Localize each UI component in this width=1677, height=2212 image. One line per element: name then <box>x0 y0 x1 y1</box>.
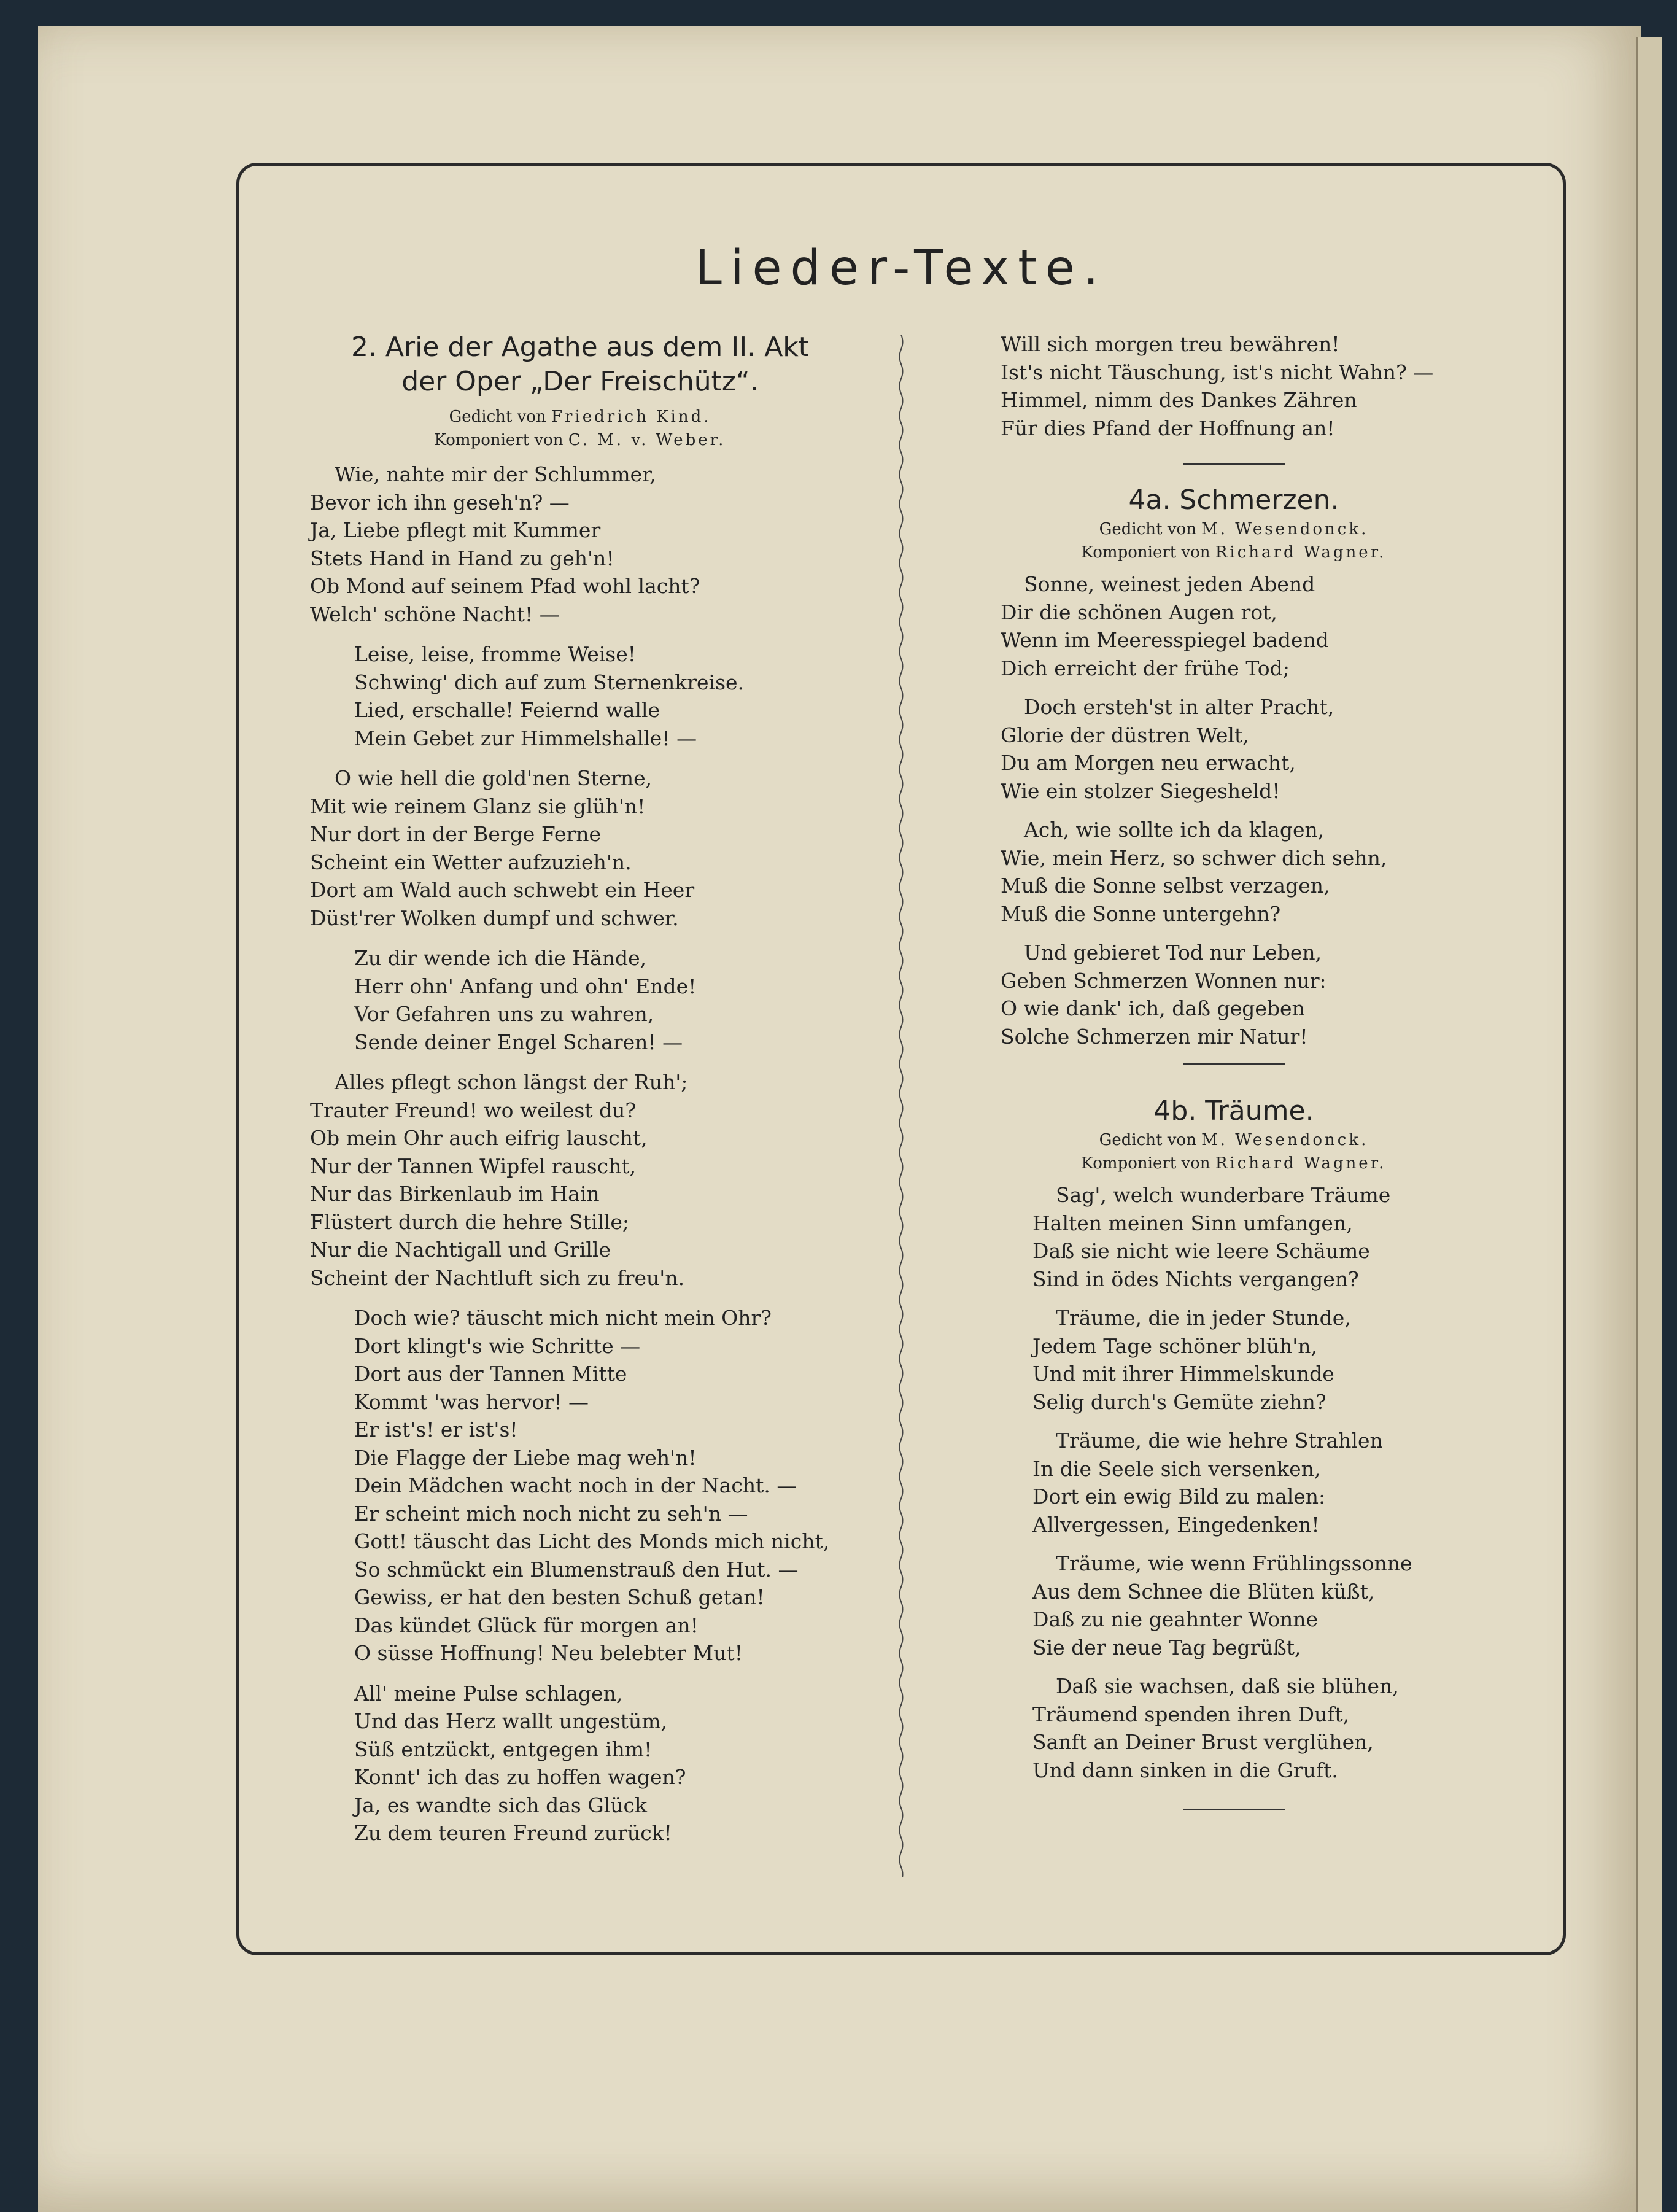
song-2-heading-line2: der Oper „Der Freischütz“. <box>401 366 759 397</box>
song-4b-poet-credit <box>1001 1128 1467 1152</box>
lyric-line: Wie, nahte mir der Schlummer, <box>335 462 656 486</box>
lyric-line: Zu dir wende ich die Hände, <box>354 946 647 970</box>
lyric-line: Aus dem Schnee die Blüten küßt, <box>1032 1579 1375 1604</box>
poet-name: M. Wesendonck. <box>1201 520 1369 538</box>
poet-label: Gedicht von <box>449 408 546 426</box>
lyric-line: Und dann sinken in die Gruft. <box>1032 1758 1338 1782</box>
stanza <box>310 460 850 628</box>
lyric-line: Ja, Liebe pflegt mit Kummer <box>310 518 601 542</box>
lyric-line: Träume, die wie hehre Strahlen <box>1056 1429 1383 1453</box>
song-2-lyrics <box>310 460 850 1847</box>
lyric-line: Dich erreicht der frühe Tod; <box>1001 656 1290 680</box>
lyric-line: Nur dort in der Berge Ferne <box>310 822 602 846</box>
song-4b-lyrics <box>1001 1181 1467 1784</box>
lyric-line: O wie hell die gold'nen Sterne, <box>335 766 653 790</box>
lyric-line: Dort am Wald auch schwebt ein Heer <box>310 878 695 902</box>
stanza <box>310 1068 850 1292</box>
lyric-line: Daß sie nicht wie leere Schäume <box>1032 1239 1370 1263</box>
lyric-line: Träume, die in jeder Stunde, <box>1056 1306 1351 1330</box>
lyric-line: Mein Gebet zur Himmelshalle! — <box>354 726 697 750</box>
lyric-line: Scheint ein Wetter aufzuzieh'n. <box>310 850 632 874</box>
lyric-line: Sie der neue Tag begrüßt, <box>1032 1635 1301 1659</box>
lyric-line: Schwing' dich auf zum Sternenkreise. <box>354 670 745 694</box>
poet-label: Gedicht von <box>1099 1131 1196 1149</box>
stanza <box>1032 1427 1467 1539</box>
poet-name: M. Wesendonck. <box>1201 1131 1369 1149</box>
song-4a-heading: 4a. Schmerzen. <box>1128 484 1339 516</box>
lyric-line: Kommt 'was hervor! — <box>354 1389 589 1414</box>
lyric-line: Flüstert durch die hehre Stille; <box>310 1209 630 1234</box>
lyric-line: Zu dem teuren Freund zurück! <box>354 1821 672 1845</box>
lyric-line: Wie, mein Herz, so schwer dich sehn, <box>1001 845 1387 870</box>
lyric-line: Stets Hand in Hand zu geh'n! <box>310 546 614 570</box>
lyric-line: Konnt' ich das zu hoffen wagen? <box>354 1765 686 1789</box>
lyric-line: Himmel, nimm des Dankes Zähren <box>1001 388 1357 412</box>
lyric-line: O süsse Hoffnung! Neu belebter Mut! <box>354 1641 743 1665</box>
lyric-line: Sanft an Deiner Brust verglühen, <box>1032 1730 1374 1754</box>
lyric-line: Ja, es wandte sich das Glück <box>354 1793 648 1817</box>
song-2-heading <box>310 330 850 399</box>
lyric-line: Nur das Birkenlaub im Hain <box>310 1182 600 1206</box>
lyric-line: Sind in ödes Nichts vergangen? <box>1032 1267 1359 1291</box>
lyric-line: Er scheint mich noch nicht zu seh'n — <box>354 1501 748 1526</box>
lyric-line: Mit wie reinem Glanz sie glüh'n! <box>310 794 646 818</box>
lyric-line: Du am Morgen neu erwacht, <box>1001 751 1296 775</box>
lyric-line: Dein Mädchen wacht noch in der Nacht. — <box>354 1473 797 1497</box>
stanza <box>310 944 850 1056</box>
section-rule <box>1183 1809 1285 1810</box>
lyric-line: Und gebieret Tod nur Leben, <box>1024 941 1322 964</box>
page-edge <box>1636 37 1662 2212</box>
lyric-line: Nur die Nachtigall und Grille <box>310 1238 611 1262</box>
song-4a-composer-credit <box>1001 541 1467 564</box>
lyric-line: Allvergessen, Eingedenken! <box>1032 1512 1320 1537</box>
stanza <box>1001 693 1467 805</box>
lyric-line: Trauter Freund! wo weilest du? <box>310 1098 637 1122</box>
lyric-line: Träume, wie wenn Frühlingssonne <box>1056 1551 1412 1575</box>
lyric-line: Dort aus der Tannen Mitte <box>354 1362 627 1386</box>
lyric-line: Glorie der düstren Welt, <box>1001 723 1249 747</box>
song-4b-composer-credit <box>1001 1152 1467 1175</box>
lyric-line: Ist's nicht Täuschung, ist's nicht Wahn? — <box>1001 360 1434 384</box>
stanza <box>310 1304 850 1667</box>
song-4b-heading: 4b. Träume. <box>1153 1095 1314 1127</box>
lyric-line: Nur der Tannen Wipfel rauscht, <box>310 1154 637 1178</box>
stanza <box>1032 1181 1467 1293</box>
composer-name: C. M. v. Weber. <box>568 431 726 449</box>
lyric-line: Daß zu nie geahnter Wonne <box>1032 1607 1319 1631</box>
song-4a-lyrics <box>1001 570 1467 1050</box>
lyric-line: Scheint der Nachtluft sich zu freu'n. <box>310 1265 685 1290</box>
stanza <box>310 764 850 932</box>
poet-label: Gedicht von <box>1099 520 1196 538</box>
composer-name: Richard Wagner. <box>1215 1154 1387 1173</box>
poet-name: Friedrich Kind. <box>551 408 711 426</box>
lyric-line: Bevor ich ihn geseh'n? — <box>310 490 570 514</box>
stanza <box>1032 1550 1467 1661</box>
lyric-line: Alles pflegt schon längst der Ruh'; <box>335 1070 688 1094</box>
lyric-line: Muß die Sonne selbst verzagen, <box>1001 874 1330 898</box>
lyric-line: Ob mein Ohr auch eifrig lauscht, <box>310 1126 648 1150</box>
page-title: Lieder-Texte. <box>695 241 1107 296</box>
composer-name: Richard Wagner. <box>1215 543 1387 562</box>
left-column <box>310 330 850 1847</box>
stanza <box>1001 816 1467 928</box>
lyric-line: Und mit ihrer Himmelskunde <box>1032 1362 1334 1386</box>
lyric-line: Und das Herz wallt ungestüm, <box>354 1709 668 1733</box>
stanza <box>1032 1304 1467 1416</box>
lyric-line: Das kündet Glück für morgen an! <box>354 1613 699 1637</box>
section-rule <box>1183 463 1285 465</box>
lyric-line: Wie ein stolzer Siegesheld! <box>1001 778 1280 803</box>
lyric-line: Solche Schmerzen mir Natur! <box>1001 1024 1308 1049</box>
lyric-line: O wie dank' ich, daß gegeben <box>1001 996 1305 1020</box>
song-2-poet-credit <box>310 405 850 429</box>
lyric-line: Sende deiner Engel Scharen! — <box>354 1030 683 1054</box>
lyric-line: Dort klingt's wie Schritte — <box>354 1333 641 1358</box>
lyric-line: Lied, erschalle! Feiernd walle <box>354 698 660 722</box>
lyric-line: Selig durch's Gemüte ziehn? <box>1032 1389 1326 1414</box>
lyric-line: Dir die schönen Augen rot, <box>1001 600 1277 624</box>
lyric-line: Gewiss, er hat den besten Schuß getan! <box>354 1585 765 1609</box>
lyric-line: So schmückt ein Blumenstrauß den Hut. — <box>354 1557 799 1581</box>
lyric-line: Halten meinen Sinn umfangen, <box>1032 1211 1353 1235</box>
song-4a-poet-credit <box>1001 518 1467 541</box>
lyric-line: Leise, leise, fromme Weise! <box>354 642 637 666</box>
lyric-line: Wenn im Meeresspiegel badend <box>1001 628 1329 652</box>
lyric-line: Ach, wie sollte ich da klagen, <box>1024 818 1325 842</box>
lyric-line: Sonne, weinest jeden Abend <box>1024 572 1315 596</box>
lyric-line: Er ist's! er ist's! <box>354 1418 518 1442</box>
composer-label: Komponiert von <box>1081 1154 1210 1173</box>
lyric-line: Vor Gefahren uns zu wahren, <box>354 1002 654 1026</box>
lyric-line: Doch ersteh'st in alter Pracht, <box>1024 695 1334 719</box>
lyric-line: Daß sie wachsen, daß sie blühen, <box>1056 1674 1399 1698</box>
lyric-line: Für dies Pfand der Hoffnung an! <box>1001 416 1335 440</box>
lyric-line: Sag', welch wunderbare Träume <box>1056 1183 1391 1207</box>
column-divider <box>897 335 905 1877</box>
stanza <box>1001 939 1467 1050</box>
song-2-heading-line1: 2. Arie der Agathe aus dem II. Akt <box>351 332 810 363</box>
lyric-line: Die Flagge der Liebe mag weh'n! <box>354 1445 697 1470</box>
lyric-line: Gott! täuscht das Licht des Monds mich nicht, <box>354 1529 830 1553</box>
lyric-line: Muß die Sonne untergehn? <box>1001 901 1281 926</box>
lyric-line: Süß entzückt, entgegen ihm! <box>354 1737 653 1761</box>
lyric-line: Jedem Tage schöner blüh'n, <box>1032 1333 1318 1358</box>
lyric-line: Will sich morgen treu bewähren! <box>1001 332 1340 356</box>
lyric-line: Dort ein ewig Bild zu malen: <box>1032 1484 1326 1508</box>
section-rule <box>1183 1063 1285 1065</box>
lyric-line: Ob Mond auf seinem Pfad wohl lacht? <box>310 574 700 598</box>
lyric-line: In die Seele sich versenken, <box>1032 1456 1321 1481</box>
right-column <box>1001 330 1467 1810</box>
stanza <box>310 1680 850 1847</box>
composer-label: Komponiert von <box>434 431 564 449</box>
lyric-line: Düst'rer Wolken dumpf und schwer. <box>310 906 679 930</box>
song-2-composer-credit <box>310 429 850 452</box>
stanza <box>1001 570 1467 682</box>
lyric-line: Träumend spenden ihren Duft, <box>1032 1702 1350 1726</box>
lyric-line: Geben Schmerzen Wonnen nur: <box>1001 968 1326 993</box>
lyric-line: Doch wie? täuscht mich nicht mein Ohr? <box>354 1306 772 1330</box>
stanza <box>1032 1672 1467 1784</box>
lyric-line: All' meine Pulse schlagen, <box>354 1681 623 1706</box>
lyric-line: Herr ohn' Anfang und ohn' Ende! <box>354 974 697 998</box>
stanza <box>310 640 850 752</box>
lyric-line: Welch' schöne Nacht! — <box>310 602 560 626</box>
composer-label: Komponiert von <box>1081 543 1210 562</box>
song-2-continuation <box>1001 330 1467 442</box>
